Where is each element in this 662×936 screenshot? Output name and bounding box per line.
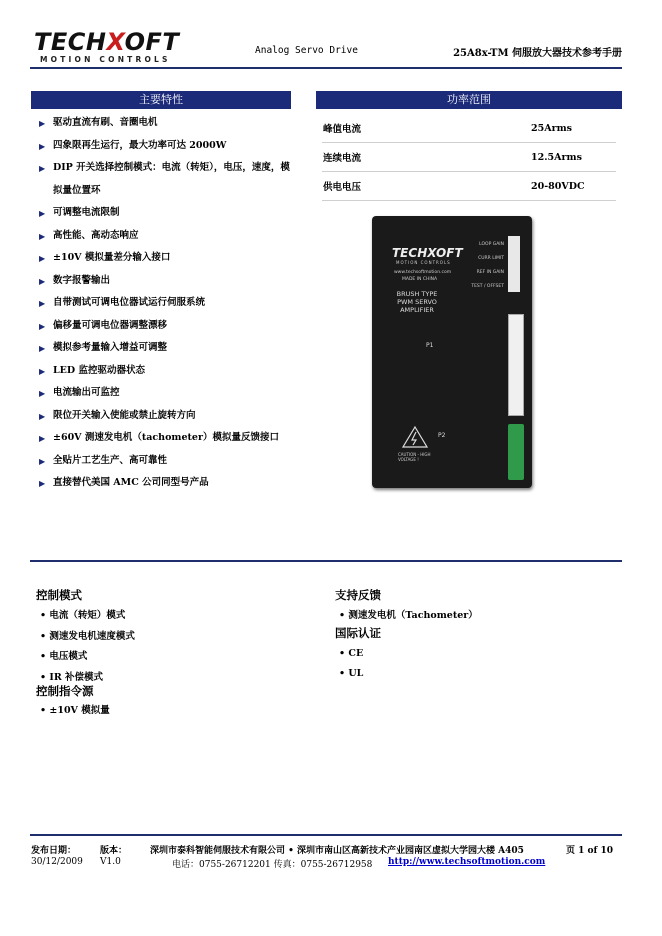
list-item: • 电压模式 (40, 651, 88, 662)
feature-list (31, 112, 321, 495)
product-type-line: AMPLIFIER (400, 306, 434, 314)
feature-item: ▶ 可调整电流限制 (31, 202, 321, 225)
feature-item: ▶ 驱动直流有刷、音圈电机 (31, 112, 321, 135)
version-value: V1.0 (100, 857, 121, 867)
list-item: • UL (339, 668, 364, 679)
caution-label: CAUTION - HIGH VOLTAGE ! (398, 452, 431, 462)
product-brand: TECHXOFT (392, 246, 463, 260)
date-value: 30/12/2009 (31, 857, 83, 867)
date-label: 发布日期： (31, 846, 77, 856)
product-made: MADE IN CHINA (402, 277, 438, 282)
feature-item: ▶ 高性能、高动态响应 (31, 225, 321, 248)
p1-label: P1 (426, 342, 434, 349)
power-value: 20-80VDC (530, 172, 616, 201)
company-address: 深圳市泰科智能伺服技术有限公司 • 深圳市南山区高新技术产业园南区虚拟大学园大楼 A405 (150, 846, 524, 856)
feature-item: ▶ ±10V 模拟量差分输入接口 (31, 247, 321, 270)
features-heading: 主要特性 (31, 91, 291, 109)
command-source-title: 控制指令源 (36, 684, 94, 698)
arrow-bullet-icon: ▶ (39, 455, 46, 466)
footer-rule (30, 834, 622, 836)
power-value: 12.5Arms (530, 143, 616, 172)
power-label: 峰值电流 (322, 114, 530, 143)
feature-item-continuation: 拟量位置环 (53, 184, 101, 196)
arrow-bullet-icon: ▶ (39, 253, 46, 263)
feature-item: ▶ 电流输出可监控 (31, 382, 321, 405)
arrow-bullet-icon: ▶ (39, 298, 46, 308)
logo-subtitle: MOTION CONTROLS (40, 55, 171, 64)
list-item: • 测速发电机（Tachometer） (339, 610, 478, 621)
power-value: 25Arms (530, 114, 616, 143)
feature-item: ▶ LED 监控驱动器状态 (31, 360, 321, 383)
feature-item: ▶ DIP 开关选择控制模式：电流（转矩），电压，速度，模 (31, 157, 321, 180)
arrow-bullet-icon: ▶ (39, 140, 46, 151)
arrow-bullet-icon: ▶ (39, 388, 46, 398)
list-item: • ±10V 模拟量 (40, 705, 110, 716)
arrow-bullet-icon: ▶ (39, 275, 46, 286)
document-title: 25A8x-TM 伺服放大器技术参考手册 (453, 48, 622, 59)
high-voltage-warning-icon (402, 426, 428, 448)
list-item: • CE (339, 647, 364, 659)
contact-info: 电话：0755-26712201 传真：0755-26712958 (172, 860, 373, 870)
page-number: 页 1 of 10 (566, 846, 614, 856)
product-url: www.techsoftmotion.com (394, 270, 452, 275)
pot-label: TEST / OFFSET (471, 284, 504, 289)
power-label: 供电电压 (322, 172, 530, 201)
arrow-bullet-icon: ▶ (39, 163, 46, 173)
p2-label: P2 (438, 432, 446, 439)
power-heading: 功率范围 (316, 91, 622, 109)
feature-item: ▶ 模拟参考量输入增益可调整 (31, 337, 321, 360)
header-rule (30, 67, 622, 69)
power-row (322, 143, 616, 172)
arrow-bullet-icon: ▶ (39, 410, 46, 421)
power-table (322, 114, 616, 201)
p2-connector (508, 424, 524, 480)
pot-label: LOOP GAIN (479, 242, 504, 247)
p1-connector (508, 314, 524, 416)
product-type-line: PWM SERVO (397, 298, 437, 306)
arrow-bullet-icon: ▶ (39, 320, 46, 331)
feature-item: ▶ ±60V 测速发电机（tachometer）模拟量反馈接口 (31, 427, 321, 450)
power-row (322, 114, 616, 143)
arrow-bullet-icon: ▶ (39, 365, 46, 376)
list-item: • IR 补偿模式 (40, 671, 104, 683)
feedback-section (335, 587, 615, 685)
section-rule (30, 560, 622, 562)
certification-title: 国际认证 (335, 625, 381, 640)
company-logo: TECHXOFT (34, 28, 180, 56)
list-item: • 测速发电机速度模式 (40, 630, 135, 642)
power-label: 连续电流 (322, 143, 530, 172)
feature-item: ▶ 限位开关输入使能或禁止旋转方向 (31, 405, 321, 428)
feature-item: ▶ 自带测试可调电位器试运行伺服系统 (31, 292, 321, 315)
feature-item: ▶ 数字报警输出 (31, 270, 321, 293)
list-item: • 电流（转矩）模式 (40, 610, 126, 621)
pot-label: REF IN GAIN (476, 270, 504, 275)
potentiometer-block (508, 236, 520, 292)
feature-item: ▶ 直接替代美国 AMC 公司同型号产品 (31, 472, 321, 495)
power-row (322, 172, 616, 201)
website-link[interactable]: http://www.techsoftmotion.com (388, 857, 546, 867)
feature-item: ▶ 四象限再生运行，最大功率可达 2000W (31, 135, 321, 158)
feature-item: ▶ 全贴片工艺生产、高可靠性 (31, 450, 321, 473)
feedback-title: 支持反馈 (335, 588, 381, 602)
version-label: 版本： (100, 846, 128, 856)
control-section (36, 587, 306, 722)
arrow-bullet-icon: ▶ (39, 433, 46, 443)
arrow-bullet-icon: ▶ (39, 118, 46, 128)
pot-label: CURR LIMIT (478, 256, 504, 261)
feature-item: ▶ 偏移量可调电位器调整漂移 (31, 315, 321, 338)
product-brand-sub: MOTION CONTROLS (396, 260, 451, 265)
control-modes-title: 控制模式 (36, 588, 82, 602)
document-type: Analog Servo Drive (255, 45, 358, 56)
arrow-bullet-icon: ▶ (39, 230, 46, 241)
product-type-line: BRUSH TYPE (396, 290, 438, 298)
arrow-bullet-icon: ▶ (39, 208, 46, 218)
product-image (372, 216, 532, 488)
arrow-bullet-icon: ▶ (39, 343, 46, 353)
arrow-bullet-icon: ▶ (39, 478, 46, 488)
